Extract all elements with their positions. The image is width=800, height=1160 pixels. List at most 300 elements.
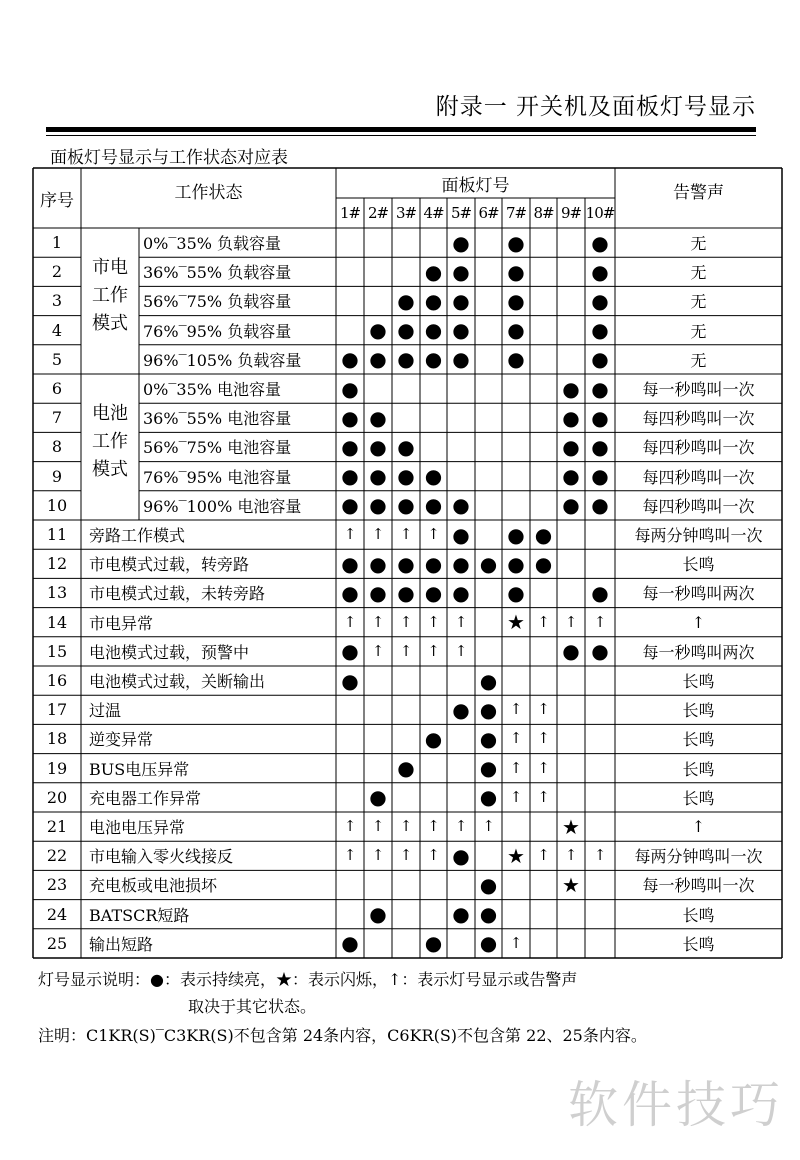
row-13-lamp-3 xyxy=(392,578,420,607)
row-5-lamp-7 xyxy=(502,345,530,374)
row-22-state: 市电输入零火线接反 xyxy=(89,847,234,867)
lamp-on-dot: ● xyxy=(369,551,387,576)
row-20-lamp-5 xyxy=(447,783,475,812)
lamp-on-dot: ● xyxy=(591,405,609,430)
row-17-lamp-1 xyxy=(336,695,364,724)
lamp-on-dot: ● xyxy=(479,931,498,956)
row-22-lamp-1 xyxy=(336,841,364,870)
lamp-on-dot: ● xyxy=(479,551,498,576)
row-18-lamp-5 xyxy=(447,724,475,753)
row-3-lamp-3 xyxy=(392,286,420,315)
row-24-lamp-8 xyxy=(530,900,557,929)
row-22-lamp-5 xyxy=(447,841,475,870)
row-9-seq: 9 xyxy=(51,466,63,486)
row-14-lamp-1 xyxy=(336,608,364,637)
lamp-depends-arrow: ↑ xyxy=(564,846,578,865)
lamp-depends-arrow: ↑ xyxy=(537,787,550,806)
row-12-lamp-2 xyxy=(364,549,392,578)
row-18-lamp-1 xyxy=(336,724,364,753)
lamp-on-dot: ● xyxy=(424,347,443,372)
row-14-lamp-8 xyxy=(530,608,557,637)
row-20-lamp-4 xyxy=(420,783,447,812)
row-13-alarm: 每一秒鸣叫两次 xyxy=(642,584,755,604)
row-6-lamp-6 xyxy=(475,374,502,403)
row-2-lamp-10 xyxy=(585,257,615,286)
row-7-lamp-4 xyxy=(420,403,447,432)
row-10-lamp-6 xyxy=(475,491,502,520)
row-19-lamp-10 xyxy=(585,754,615,783)
group-label-battery: 电池 工作 模式 xyxy=(92,403,128,480)
row-6-seq: 6 xyxy=(51,379,63,399)
row-15-lamp-8 xyxy=(530,637,557,666)
row-10-lamp-9 xyxy=(557,491,585,520)
row-19-lamp-6 xyxy=(475,754,502,783)
row-16-lamp-1 xyxy=(336,666,364,695)
row-17-alarm: 长鸣 xyxy=(682,701,715,721)
row-2-alarm: 无 xyxy=(690,263,707,283)
row-5-state: 96%‾105% 负载容量 xyxy=(143,350,302,370)
row-13-lamp-6 xyxy=(475,578,502,607)
row-4-alarm: 无 xyxy=(690,321,707,341)
lamp-on-dot: ● xyxy=(397,580,415,605)
row-10-state: 96%‾100% 电池容量 xyxy=(143,496,302,516)
row-12-lamp-4 xyxy=(420,549,447,578)
row-23-alarm: 每一秒鸣叫一次 xyxy=(642,876,755,896)
row-8-lamp-2 xyxy=(364,432,392,461)
watermark: 软件技巧 xyxy=(568,1076,784,1134)
row-4-lamp-7 xyxy=(502,316,530,345)
row-3-lamp-2 xyxy=(364,286,392,315)
row-4-lamp-8 xyxy=(530,316,557,345)
row-21-lamp-1 xyxy=(336,812,364,841)
lamp-on-dot: ● xyxy=(424,318,443,343)
header-lamp-8: 8# xyxy=(533,204,554,222)
row-1-lamp-8 xyxy=(530,228,557,257)
lamp-on-dot: ● xyxy=(424,726,443,751)
row-1-seq: 1 xyxy=(51,233,63,253)
lamp-depends-arrow: ↑ xyxy=(509,700,523,719)
row-25-seq: 25 xyxy=(46,933,68,953)
row-23-lamp-9 xyxy=(557,870,585,899)
lamp-depends-arrow: ↑ xyxy=(371,612,385,631)
lamp-depends-arrow: ↑ xyxy=(427,817,440,836)
lamp-on-dot: ● xyxy=(341,931,359,956)
row-12-lamp-6 xyxy=(475,549,502,578)
row-20-lamp-9 xyxy=(557,783,585,812)
lamp-on-dot: ● xyxy=(452,580,470,605)
row-9-lamp-4 xyxy=(420,462,447,491)
row-24-lamp-4 xyxy=(420,900,447,929)
row-4-lamp-9 xyxy=(557,316,585,345)
row-15-lamp-9 xyxy=(557,637,585,666)
row-4-lamp-6 xyxy=(475,316,502,345)
row-24-lamp-9 xyxy=(557,900,585,929)
row-21-state: 电池电压异常 xyxy=(89,818,186,838)
row-9-lamp-10 xyxy=(585,462,615,491)
lamp-on-dot: ● xyxy=(591,347,609,372)
lamp-on-dot: ● xyxy=(507,580,525,605)
row-23-lamp-4 xyxy=(420,870,447,899)
row-1-lamp-5 xyxy=(447,228,475,257)
row-19-lamp-3 xyxy=(392,754,420,783)
row-1-lamp-4 xyxy=(420,228,447,257)
lamp-on-dot: ● xyxy=(507,522,525,547)
row-21-lamp-4 xyxy=(420,812,447,841)
row-2-state: 36%‾55% 负载容量 xyxy=(143,263,292,283)
lamp-on-dot: ● xyxy=(452,843,470,868)
row-16-lamp-8 xyxy=(530,666,557,695)
row-7-lamp-8 xyxy=(530,403,557,432)
lamp-on-dot: ● xyxy=(369,580,387,605)
lamp-on-dot: ● xyxy=(341,580,359,605)
row-20-alarm: 长鸣 xyxy=(682,788,715,808)
lamp-on-dot: ● xyxy=(479,756,498,781)
row-2-lamp-6 xyxy=(475,257,502,286)
lamp-depends-arrow: ↑ xyxy=(509,758,523,777)
row-3-lamp-7 xyxy=(502,286,530,315)
lamp-on-dot: ● xyxy=(591,288,609,313)
row-24-lamp-3 xyxy=(392,900,420,929)
row-22-lamp-10 xyxy=(585,841,615,870)
lamp-depends-arrow: ↑ xyxy=(427,846,440,865)
row-11-seq: 11 xyxy=(46,525,68,545)
lamp-depends-arrow: ↑ xyxy=(454,612,468,631)
header-lamp-3: 3# xyxy=(395,204,417,222)
lamp-on-dot: ● xyxy=(369,318,387,343)
row-11-state: 旁路工作模式 xyxy=(89,526,186,546)
row-21-lamp-2 xyxy=(364,812,392,841)
row-24-lamp-10 xyxy=(585,900,615,929)
row-5-lamp-10 xyxy=(585,345,615,374)
row-14-lamp-9 xyxy=(557,608,585,637)
lamp-on-dot: ● xyxy=(591,434,609,459)
row-20-lamp-1 xyxy=(336,783,364,812)
lamp-on-dot: ● xyxy=(562,493,580,518)
row-1-lamp-7 xyxy=(502,228,530,257)
lamp-on-dot: ● xyxy=(341,493,359,518)
row-14-lamp-4 xyxy=(420,608,447,637)
row-16-lamp-2 xyxy=(364,666,392,695)
row-23-state: 充电板或电池损坏 xyxy=(89,876,218,896)
row-14-lamp-7 xyxy=(502,608,530,637)
row-18-lamp-4 xyxy=(420,724,447,753)
row-7-lamp-3 xyxy=(392,403,420,432)
row-16-state: 电池模式过载，关断输出 xyxy=(89,672,266,692)
row-12-alarm: 长鸣 xyxy=(682,555,715,575)
row-20-lamp-8 xyxy=(530,783,557,812)
row-4-lamp-4 xyxy=(420,316,447,345)
row-12-seq: 12 xyxy=(46,554,68,574)
row-11-lamp-4 xyxy=(420,520,447,549)
lamp-depends-arrow: ↑ xyxy=(371,525,385,544)
row-3-lamp-6 xyxy=(475,286,502,315)
row-14-lamp-10 xyxy=(585,608,615,637)
lamp-on-dot: ● xyxy=(452,493,470,518)
row-19-lamp-4 xyxy=(420,754,447,783)
lamp-on-dot: ● xyxy=(507,551,525,576)
row-23-lamp-1 xyxy=(336,870,364,899)
row-23-lamp-5 xyxy=(447,870,475,899)
lamp-on-dot: ● xyxy=(591,464,609,489)
lamp-on-dot: ● xyxy=(341,434,359,459)
lamp-depends-arrow: ↑ xyxy=(509,787,523,806)
lamp-on-dot: ● xyxy=(452,318,470,343)
lamp-depends-arrow: ↑ xyxy=(593,612,607,631)
row-3-state: 56%‾75% 负载容量 xyxy=(143,292,292,312)
row-19-lamp-9 xyxy=(557,754,585,783)
row-14-alarm: ↑ xyxy=(691,612,706,632)
row-20-lamp-2 xyxy=(364,783,392,812)
lamp-on-dot: ● xyxy=(397,318,415,343)
row-20-lamp-3 xyxy=(392,783,420,812)
row-10-alarm: 每四秒鸣叫一次 xyxy=(642,496,755,516)
group-battery xyxy=(81,374,139,520)
lamp-on-dot: ● xyxy=(452,347,470,372)
row-16-lamp-3 xyxy=(392,666,420,695)
row-24-alarm: 长鸣 xyxy=(682,905,715,925)
row-16-lamp-7 xyxy=(502,666,530,695)
row-8-lamp-8 xyxy=(530,432,557,461)
row-8-lamp-3 xyxy=(392,432,420,461)
lamp-on-dot: ● xyxy=(591,259,609,284)
header-state: 工作状态 xyxy=(174,182,243,203)
row-17-lamp-3 xyxy=(392,695,420,724)
row-11-lamp-8 xyxy=(530,520,557,549)
row-18-lamp-2 xyxy=(364,724,392,753)
row-1-lamp-3 xyxy=(392,228,420,257)
row-15-lamp-10 xyxy=(585,637,615,666)
lamp-depends-arrow: ↑ xyxy=(537,758,550,777)
lamp-on-dot: ● xyxy=(479,872,498,897)
row-7-lamp-7 xyxy=(502,403,530,432)
row-13-lamp-1 xyxy=(336,578,364,607)
row-9-state: 76%‾95% 电池容量 xyxy=(143,467,292,487)
row-8-seq: 8 xyxy=(51,437,63,457)
row-17-lamp-8 xyxy=(530,695,557,724)
row-11-lamp-5 xyxy=(447,520,475,549)
lamp-depends-arrow: ↑ xyxy=(454,817,468,836)
row-10-lamp-4 xyxy=(420,491,447,520)
row-7-lamp-10 xyxy=(585,403,615,432)
row-2-lamp-7 xyxy=(502,257,530,286)
lamp-on-dot: ● xyxy=(424,288,443,313)
row-9-lamp-8 xyxy=(530,462,557,491)
row-17-state: 过温 xyxy=(89,701,122,721)
row-11-lamp-6 xyxy=(475,520,502,549)
row-20-seq: 20 xyxy=(46,787,68,807)
lamp-depends-arrow: ↑ xyxy=(537,846,550,865)
row-16-lamp-4 xyxy=(420,666,447,695)
header-lamp-7: 7# xyxy=(505,204,527,222)
row-23-lamp-7 xyxy=(502,870,530,899)
row-10-lamp-5 xyxy=(447,491,475,520)
row-25-lamp-4 xyxy=(420,929,447,958)
row-23-lamp-6 xyxy=(475,870,502,899)
row-7-lamp-1 xyxy=(336,403,364,432)
row-6-lamp-4 xyxy=(420,374,447,403)
row-25-lamp-1 xyxy=(336,929,364,958)
lamp-on-dot: ● xyxy=(397,551,415,576)
row-5-lamp-6 xyxy=(475,345,502,374)
lamp-on-dot: ● xyxy=(341,464,359,489)
lamp-on-dot: ● xyxy=(591,580,609,605)
row-19-alarm: 长鸣 xyxy=(682,759,715,779)
row-18-alarm: 长鸣 xyxy=(682,730,715,750)
row-22-lamp-4 xyxy=(420,841,447,870)
row-21-lamp-5 xyxy=(447,812,475,841)
row-15-lamp-5 xyxy=(447,637,475,666)
row-12-lamp-1 xyxy=(336,549,364,578)
row-3-lamp-5 xyxy=(447,286,475,315)
row-5-seq: 5 xyxy=(51,349,63,369)
lamp-on-dot: ● xyxy=(424,493,443,518)
row-20-lamp-6 xyxy=(475,783,502,812)
row-7-lamp-9 xyxy=(557,403,585,432)
row-23-lamp-2 xyxy=(364,870,392,899)
row-23-lamp-10 xyxy=(585,870,615,899)
header-seq: 序号 xyxy=(40,190,74,211)
row-19-lamp-1 xyxy=(336,754,364,783)
row-15-lamp-6 xyxy=(475,637,502,666)
row-2-lamp-4 xyxy=(420,257,447,286)
lamp-on-dot: ● xyxy=(479,726,498,751)
row-12-lamp-5 xyxy=(447,549,475,578)
row-10-lamp-8 xyxy=(530,491,557,520)
row-19-lamp-5 xyxy=(447,754,475,783)
row-5-lamp-1 xyxy=(336,345,364,374)
row-24-lamp-7 xyxy=(502,900,530,929)
row-8-alarm: 每四秒鸣叫一次 xyxy=(642,438,755,458)
lamp-on-dot: ● xyxy=(479,785,498,810)
row-25-alarm: 长鸣 xyxy=(682,934,715,954)
lamp-on-dot: ● xyxy=(397,347,415,372)
row-6-alarm: 每一秒鸣叫一次 xyxy=(642,380,755,400)
lamp-on-dot: ● xyxy=(562,434,580,459)
row-11-lamp-9 xyxy=(557,520,585,549)
row-16-lamp-5 xyxy=(447,666,475,695)
row-23-lamp-8 xyxy=(530,870,557,899)
row-6-lamp-2 xyxy=(364,374,392,403)
group-label-mains: 市电 工作 模式 xyxy=(92,257,128,334)
row-10-lamp-10 xyxy=(585,491,615,520)
row-24-lamp-1 xyxy=(336,900,364,929)
row-5-lamp-3 xyxy=(392,345,420,374)
row-9-lamp-5 xyxy=(447,462,475,491)
lamp-depends-arrow: ↑ xyxy=(509,933,523,952)
row-9-alarm: 每四秒鸣叫一次 xyxy=(642,467,755,487)
lamp-depends-arrow: ↑ xyxy=(399,846,413,865)
row-15-lamp-7 xyxy=(502,637,530,666)
lamp-on-dot: ● xyxy=(424,551,443,576)
lamp-depends-arrow: ↑ xyxy=(343,846,357,865)
row-4-lamp-10 xyxy=(585,316,615,345)
lamp-on-dot: ● xyxy=(452,288,470,313)
lamp-on-dot: ● xyxy=(341,668,359,693)
row-9-lamp-6 xyxy=(475,462,502,491)
row-10-lamp-1 xyxy=(336,491,364,520)
row-22-lamp-3 xyxy=(392,841,420,870)
row-21-lamp-9 xyxy=(557,812,585,841)
header-alarm: 告警声 xyxy=(673,182,724,203)
row-5-lamp-2 xyxy=(364,345,392,374)
row-20-lamp-10 xyxy=(585,783,615,812)
lamp-on-dot: ● xyxy=(452,697,470,722)
row-8-lamp-1 xyxy=(336,432,364,461)
row-13-lamp-2 xyxy=(364,578,392,607)
row-16-alarm: 长鸣 xyxy=(682,672,715,692)
lamp-on-dot: ● xyxy=(452,902,470,927)
lamp-on-dot: ● xyxy=(507,347,525,372)
row-20-lamp-7 xyxy=(502,783,530,812)
row-15-lamp-1 xyxy=(336,637,364,666)
row-6-lamp-7 xyxy=(502,374,530,403)
row-11-lamp-1 xyxy=(336,520,364,549)
row-6-state: 0%‾35% 电池容量 xyxy=(143,380,282,400)
row-12-lamp-3 xyxy=(392,549,420,578)
row-13-lamp-5 xyxy=(447,578,475,607)
row-25-lamp-8 xyxy=(530,929,557,958)
row-24-seq: 24 xyxy=(46,904,68,924)
row-21-lamp-10 xyxy=(585,812,615,841)
row-1-lamp-10 xyxy=(585,228,615,257)
row-3-lamp-10 xyxy=(585,286,615,315)
row-7-alarm: 每四秒鸣叫一次 xyxy=(642,409,755,429)
lamp-on-dot: ● xyxy=(341,639,359,664)
lamp-depends-arrow: ↑ xyxy=(399,612,413,631)
row-14-seq: 14 xyxy=(46,612,68,632)
lamp-on-dot: ● xyxy=(591,639,609,664)
row-8-state: 56%‾75% 电池容量 xyxy=(143,438,292,458)
header-lamp-5: 5# xyxy=(450,204,472,222)
lamp-on-dot: ● xyxy=(452,522,470,547)
lamp-on-dot: ● xyxy=(452,551,470,576)
header-lamp-4: 4# xyxy=(423,204,444,222)
lamp-depends-arrow: ↑ xyxy=(343,612,357,631)
row-3-lamp-9 xyxy=(557,286,585,315)
row-12-lamp-9 xyxy=(557,549,585,578)
row-8-lamp-7 xyxy=(502,432,530,461)
lamp-depends-arrow: ↑ xyxy=(343,817,357,836)
lamp-depends-arrow: ↑ xyxy=(564,612,578,631)
lamp-depends-arrow: ↑ xyxy=(427,525,440,544)
header-lamp-2: 2# xyxy=(367,204,389,222)
lamp-depends-arrow: ↑ xyxy=(482,817,495,836)
row-2-lamp-3 xyxy=(392,257,420,286)
row-6-lamp-8 xyxy=(530,374,557,403)
row-4-lamp-1 xyxy=(336,316,364,345)
row-6-lamp-10 xyxy=(585,374,615,403)
row-2-seq: 2 xyxy=(51,262,63,282)
lamp-on-dot: ● xyxy=(591,230,609,255)
lamp-on-dot: ● xyxy=(369,434,387,459)
lamp-on-dot: ● xyxy=(507,318,525,343)
row-25-lamp-9 xyxy=(557,929,585,958)
row-2-lamp-2 xyxy=(364,257,392,286)
lamp-on-dot: ● xyxy=(452,259,470,284)
row-17-lamp-2 xyxy=(364,695,392,724)
row-2-lamp-8 xyxy=(530,257,557,286)
lamp-on-dot: ● xyxy=(424,464,443,489)
row-23-lamp-3 xyxy=(392,870,420,899)
lamp-on-dot: ● xyxy=(341,405,359,430)
row-11-lamp-3 xyxy=(392,520,420,549)
lamp-on-dot: ● xyxy=(562,376,580,401)
row-9-lamp-3 xyxy=(392,462,420,491)
row-15-lamp-2 xyxy=(364,637,392,666)
lamp-on-dot: ● xyxy=(507,288,525,313)
row-19-lamp-7 xyxy=(502,754,530,783)
lamp-on-dot: ● xyxy=(369,785,387,810)
